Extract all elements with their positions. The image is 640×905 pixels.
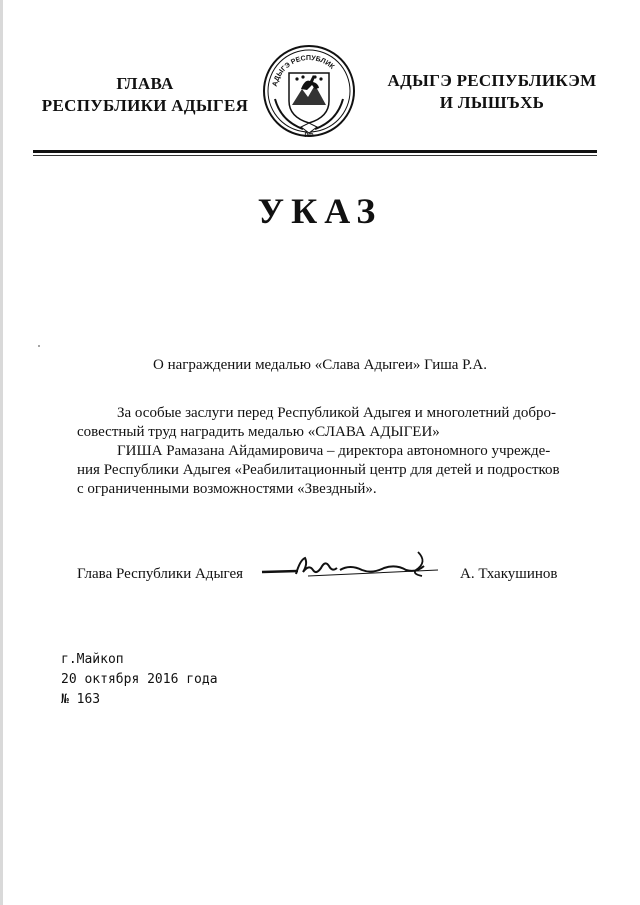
body-line: с ограниченными возможностями «Звездный». bbox=[77, 481, 377, 497]
header-right-line1: АДЫГЭ РЕСПУБЛИКЭМ bbox=[387, 71, 597, 90]
coat-of-arms-icon bbox=[259, 43, 359, 139]
header-right-line2: И ЛЫШЪХЬ bbox=[439, 93, 545, 112]
body-line: За особые заслуги перед Республикой Адыгея и многолетний добро- bbox=[117, 405, 556, 421]
document-body bbox=[77, 404, 565, 499]
meta-date: 20 октября 2016 года bbox=[61, 672, 218, 687]
header-left-line2: РЕСПУБЛИКИ АДЫГЕЯ bbox=[41, 96, 249, 115]
header-rule-thin bbox=[33, 155, 597, 156]
document-title: УКАЗ bbox=[257, 191, 383, 231]
signatory-name: А. Тхакушинов bbox=[460, 566, 558, 582]
document-meta bbox=[61, 650, 218, 710]
body-line: совестный труд наградить медалью «СЛАВА АДЫГЕИ» bbox=[77, 424, 440, 440]
emblem-text-top: АДЫГЭ РЕСПУБЛИК bbox=[271, 54, 336, 88]
header-left-line1: ГЛАВА bbox=[116, 74, 174, 93]
signature-icon bbox=[258, 546, 448, 586]
header-left bbox=[30, 73, 260, 117]
emblem-text-bottom: РФ bbox=[304, 133, 314, 139]
scan-edge bbox=[0, 0, 3, 905]
scan-speck bbox=[38, 345, 40, 347]
meta-number: № 163 bbox=[61, 692, 101, 707]
meta-city: г.Майкоп bbox=[61, 652, 124, 667]
header-right bbox=[372, 70, 612, 114]
signatory-title: Глава Республики Адыгея bbox=[77, 566, 244, 582]
document-subject: О награждении медалью «Слава Адыгеи» Гиша Р.А. bbox=[153, 357, 487, 373]
header-rule-thick bbox=[33, 150, 597, 153]
body-line: ГИША Рамазана Айдамировича – директора автономного учрежде- bbox=[117, 443, 551, 459]
body-line: ния Республики Адыгея «Реабилитационный центр для детей и подростков bbox=[77, 462, 560, 478]
